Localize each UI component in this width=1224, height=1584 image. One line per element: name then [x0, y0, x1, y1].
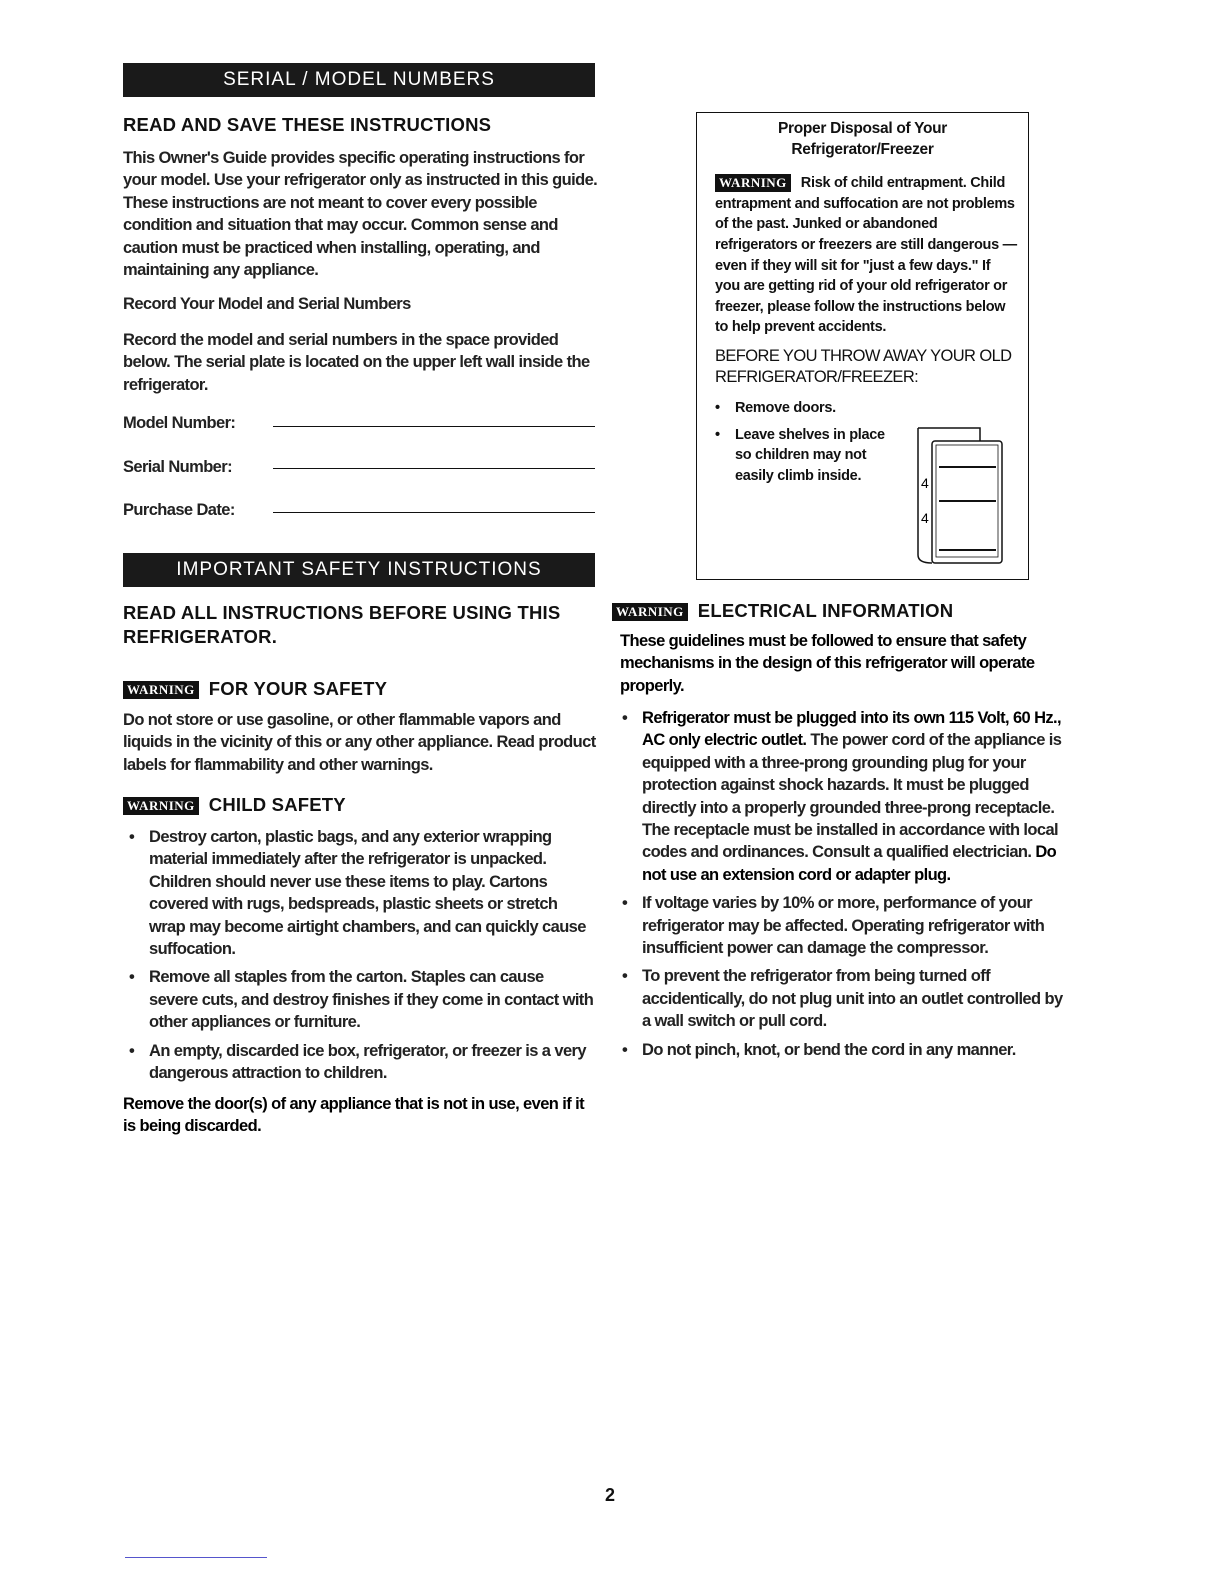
model-number-label: Model Number:: [123, 414, 236, 432]
serial-number-field[interactable]: [273, 468, 595, 469]
record-title: Record Your Model and Serial Numbers: [123, 295, 411, 313]
divider: [125, 1557, 267, 1558]
list-item: • To prevent the refrigerator from being turned off accidentically, do not plug unit into an outlet controlled by a wall switch or pull cord.: [618, 965, 1068, 1032]
warning-label: WARNING: [715, 174, 791, 192]
read-save-title: READ AND SAVE THESE INSTRUCTIONS: [123, 114, 492, 135]
list-item: • Remove doors.: [711, 398, 891, 419]
your-safety-title: FOR YOUR SAFETY: [208, 678, 388, 699]
svg-text:4: 4: [921, 475, 929, 491]
model-number-field[interactable]: [273, 426, 595, 427]
disposal-lead: Risk of child entrapment.: [800, 175, 967, 192]
child-safety-list: [125, 826, 595, 1090]
list-item: • Destroy carton, plastic bags, and any exterior wrapping material immediately after the refrigerator is unpacked. Children should never use these items to play. Cartons covered with rugs, bedspreads, plastic sheets or stretch wrap may become airtight chambers, and can quickly cause suffocation.: [125, 826, 595, 960]
list-item: • An empty, discarded ice box, refrigerator, or freezer is a very dangerous attraction to children.: [125, 1040, 595, 1085]
record-body: Record the model and serial numbers in the space provided below. The serial plate is located on the upper left wall inside the refrigerator.: [123, 331, 590, 394]
page-number: 2: [605, 1485, 616, 1505]
list-item: • Leave shelves in place so children may not easily climb inside.: [711, 425, 891, 487]
safety-header: IMPORTANT SAFETY INSTRUCTIONS: [123, 553, 595, 587]
electrical-intro: These guidelines must be followed to ensure that safety mechanisms in the design of this refrigerator will operate properly.: [620, 632, 1035, 695]
list-item: • Do not pinch, knot, or bend the cord in any manner.: [618, 1039, 1068, 1061]
disposal-title-1: Proper Disposal of Your: [777, 120, 948, 137]
read-all-title: READ ALL INSTRUCTIONS BEFORE USING THIS REFRIGERATOR.: [123, 602, 561, 647]
child-safety-footer: Remove the door(s) of any appliance that is not in use, even if it is being discarded.: [123, 1095, 584, 1136]
your-safety-body: Do not store or use gasoline, or other flammable vapors and liquids in the vicinity of this or any other appliance. Read product labels for flammability and other warnings.: [123, 711, 596, 774]
item-text: The power cord of the appliance is equipped with a three-prong grounding plug for your protection against shock hazards. It must be plugged directly into a properly grounded three-prong receptacle. The receptacle must be installed in accordance with local codes and ordinances. Consult a qualified electrician.: [642, 731, 1062, 862]
serial-model-header: SERIAL / MODEL NUMBERS: [123, 63, 595, 97]
item-bold: Do not use an extension cord or adapter plug.: [642, 843, 1057, 884]
electrical-title: ELECTRICAL INFORMATION: [697, 600, 954, 621]
item-bold: Refrigerator must be plugged into its own 115 Volt, 60 Hz., AC only electric outlet.: [642, 709, 1062, 750]
disposal-subtitle: BEFORE YOU THROW AWAY YOUR OLD REFRIGERATOR/FREEZER:: [715, 346, 1012, 386]
warning-label: WARNING: [612, 603, 688, 621]
list-item: [618, 707, 1068, 886]
warning-label: WARNING: [123, 797, 199, 815]
purchase-date-label: Purchase Date:: [123, 501, 235, 519]
electrical-list: [618, 707, 1068, 1067]
list-item: • If voltage varies by 10% or more, performance of your refrigerator may be affected. Operating refrigerator with insufficient power can damage the compressor.: [618, 892, 1068, 959]
list-item: • Remove all staples from the carton. Staples can cause severe cuts, and destroy finishes if they come in contact with other appliances or furniture.: [125, 966, 595, 1033]
warning-label: WARNING: [123, 681, 199, 699]
disposal-body: Child entrapment and suffocation are not problems of the past. Junked or abandoned refrigerators or freezers are still dangerous — even if they will sit for "just a few days." If you are getting rid of your old refrigerator or freezer, please follow the instructions below to help prevent accidents.: [715, 175, 1017, 336]
read-save-body: This Owner's Guide provides specific operating instructions for your model. Use your refrigerator only as instructed in this guide. These instructions are not meant to cover every possible condition and situation that may occur. Common sense and caution must be practiced when installing, operating, and maintaining any appliance.: [123, 149, 598, 280]
svg-text:4: 4: [921, 510, 929, 526]
refrigerator-illustration-icon: [912, 423, 1007, 565]
purchase-date-field[interactable]: [273, 512, 595, 513]
serial-number-label: Serial Number:: [123, 458, 232, 476]
disposal-box: [696, 112, 1029, 580]
child-safety-title: CHILD SAFETY: [208, 794, 346, 815]
disposal-title-2: Refrigerator/Freezer: [791, 140, 934, 158]
